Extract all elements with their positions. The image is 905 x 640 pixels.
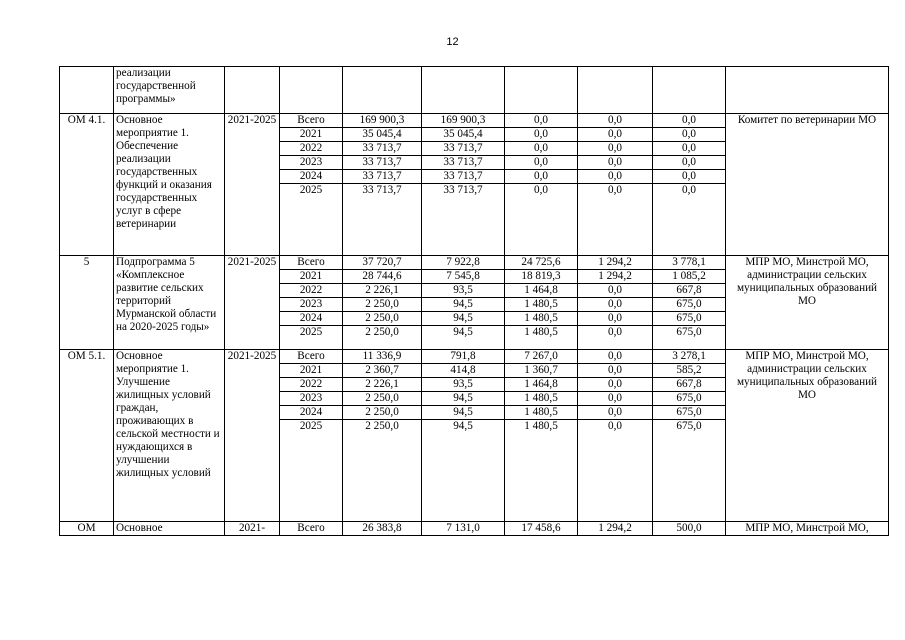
cell-year: 2022: [280, 284, 343, 298]
cell-value: 33 713,7: [343, 170, 422, 184]
cell-value: 94,5: [422, 406, 505, 420]
cell-responsible: МПР МО, Минстрой МО,: [726, 522, 889, 536]
cell-value: 2 226,1: [343, 284, 422, 298]
cell-year: 2023: [280, 298, 343, 312]
cell-value: 37 720,7: [343, 256, 422, 270]
page-number: 12: [446, 36, 459, 48]
cell-value: 0,0: [578, 114, 653, 128]
cell-value: 35 045,4: [343, 128, 422, 142]
cell-year: 2021: [280, 270, 343, 284]
cell-value: 0,0: [653, 114, 726, 128]
cell-value: 2 250,0: [343, 420, 422, 522]
cell-period: 2021-2025: [225, 350, 280, 522]
cell-value: [280, 67, 343, 114]
table-row: [60, 256, 889, 270]
cell-value: 0,0: [578, 170, 653, 184]
cell-value: 2 250,0: [343, 312, 422, 326]
cell-value: 26 383,8: [343, 522, 422, 536]
cell-value: 675,0: [653, 392, 726, 406]
cell-value: 0,0: [653, 184, 726, 256]
cell-value: 93,5: [422, 284, 505, 298]
cell-value: 169 900,3: [343, 114, 422, 128]
cell-value: 0,0: [578, 184, 653, 256]
table-row: [60, 67, 889, 114]
cell-value: 0,0: [578, 378, 653, 392]
cell-value: 3 778,1: [653, 256, 726, 270]
cell-value: 93,5: [422, 378, 505, 392]
cell-value: 0,0: [505, 114, 578, 128]
cell-year: 2023: [280, 392, 343, 406]
cell-value: 7 922,8: [422, 256, 505, 270]
cell-value: 0,0: [653, 128, 726, 142]
cell-value: 0,0: [578, 312, 653, 326]
cell-value: 33 713,7: [343, 142, 422, 156]
cell-value: 1 360,7: [505, 364, 578, 378]
cell-id: [60, 67, 114, 114]
cell-name: Основное: [114, 522, 225, 536]
cell-value: 33 713,7: [343, 156, 422, 170]
cell-value: 0,0: [578, 128, 653, 142]
cell-value: 33 713,7: [422, 184, 505, 256]
cell-id: ОМ: [60, 522, 114, 536]
table-row: [60, 522, 889, 536]
cell-value: [505, 67, 578, 114]
budget-table-body: [60, 67, 889, 536]
cell-value: 0,0: [505, 170, 578, 184]
cell-value: 7 545,8: [422, 270, 505, 284]
cell-value: 675,0: [653, 326, 726, 350]
cell-value: 2 250,0: [343, 392, 422, 406]
cell-year: 2024: [280, 170, 343, 184]
cell-value: 1 480,5: [505, 392, 578, 406]
cell-value: 667,8: [653, 378, 726, 392]
cell-value: 0,0: [505, 184, 578, 256]
cell-value: 33 713,7: [422, 142, 505, 156]
cell-value: 24 725,6: [505, 256, 578, 270]
cell-value: 1 294,2: [578, 256, 653, 270]
cell-value: 0,0: [578, 142, 653, 156]
cell-name: Подпрограмма 5 «Комплексное развитие сельских территорий Мурманской области на 2020-2025 годы»: [114, 256, 225, 350]
cell-value: 791,8: [422, 350, 505, 364]
cell-value: 675,0: [653, 420, 726, 522]
cell-value: [653, 67, 726, 114]
cell-year: Всего: [280, 114, 343, 128]
cell-value: 35 045,4: [422, 128, 505, 142]
cell-value: 0,0: [578, 364, 653, 378]
cell-value: 7 131,0: [422, 522, 505, 536]
cell-value: 3 278,1: [653, 350, 726, 364]
cell-year: 2024: [280, 406, 343, 420]
cell-value: 675,0: [653, 312, 726, 326]
cell-year: 2024: [280, 312, 343, 326]
cell-value: 0,0: [578, 392, 653, 406]
cell-value: 0,0: [578, 406, 653, 420]
cell-id: ОМ 5.1.: [60, 350, 114, 522]
cell-value: 1 480,5: [505, 298, 578, 312]
cell-id: ОМ 4.1.: [60, 114, 114, 256]
cell-year: 2025: [280, 184, 343, 256]
cell-value: 1 464,8: [505, 378, 578, 392]
cell-value: 500,0: [653, 522, 726, 536]
cell-name: реализации государственной программы»: [114, 67, 225, 114]
cell-value: [343, 67, 422, 114]
cell-year: Всего: [280, 522, 343, 536]
cell-id: 5: [60, 256, 114, 350]
cell-value: 0,0: [505, 156, 578, 170]
cell-value: 17 458,6: [505, 522, 578, 536]
table-row: [60, 350, 889, 364]
cell-value: 0,0: [653, 170, 726, 184]
cell-value: 1 294,2: [578, 522, 653, 536]
cell-value: 94,5: [422, 312, 505, 326]
cell-value: 2 250,0: [343, 326, 422, 350]
cell-value: 2 250,0: [343, 298, 422, 312]
cell-value: 33 713,7: [343, 184, 422, 256]
cell-responsible: [726, 67, 889, 114]
cell-year: 2025: [280, 420, 343, 522]
cell-value: 94,5: [422, 392, 505, 406]
cell-value: 1 464,8: [505, 284, 578, 298]
cell-period: [225, 67, 280, 114]
cell-value: 1 480,5: [505, 312, 578, 326]
cell-year: Всего: [280, 350, 343, 364]
cell-value: 585,2: [653, 364, 726, 378]
cell-year: Всего: [280, 256, 343, 270]
cell-value: 0,0: [578, 350, 653, 364]
cell-value: 0,0: [505, 142, 578, 156]
cell-value: 2 250,0: [343, 406, 422, 420]
cell-period: 2021-2025: [225, 256, 280, 350]
cell-value: 0,0: [578, 326, 653, 350]
cell-value: 18 819,3: [505, 270, 578, 284]
cell-responsible: МПР МО, Минстрой МО, администрации сельских муниципальных образований МО: [726, 256, 889, 350]
table-row: [60, 114, 889, 128]
cell-value: 1 480,5: [505, 406, 578, 420]
cell-value: 2 226,1: [343, 378, 422, 392]
cell-year: 2021: [280, 364, 343, 378]
cell-value: 0,0: [578, 420, 653, 522]
cell-value: 0,0: [653, 142, 726, 156]
cell-value: [422, 67, 505, 114]
cell-name: Основное мероприятие 1. Обеспечение реализации государственных функций и оказания государственных услуг в сфере ветеринарии: [114, 114, 225, 256]
cell-value: 2 360,7: [343, 364, 422, 378]
cell-value: 414,8: [422, 364, 505, 378]
cell-year: 2021: [280, 128, 343, 142]
cell-value: 0,0: [578, 298, 653, 312]
cell-value: 0,0: [578, 284, 653, 298]
cell-value: 0,0: [653, 156, 726, 170]
cell-responsible: Комитет по ветеринарии МО: [726, 114, 889, 256]
cell-value: 28 744,6: [343, 270, 422, 284]
cell-value: 675,0: [653, 406, 726, 420]
cell-year: 2022: [280, 142, 343, 156]
cell-value: 1 480,5: [505, 420, 578, 522]
cell-year: 2023: [280, 156, 343, 170]
cell-responsible: МПР МО, Минстрой МО, администрации сельских муниципальных образований МО: [726, 350, 889, 522]
cell-name: Основное мероприятие 1. Улучшение жилищных условий граждан, проживающих в сельской местности и нуждающихся в улучшении жилищных условий: [114, 350, 225, 522]
cell-value: 94,5: [422, 420, 505, 522]
cell-value: 33 713,7: [422, 170, 505, 184]
cell-value: 0,0: [505, 128, 578, 142]
cell-value: 1 085,2: [653, 270, 726, 284]
cell-value: 11 336,9: [343, 350, 422, 364]
cell-year: 2022: [280, 378, 343, 392]
cell-value: 667,8: [653, 284, 726, 298]
cell-value: 675,0: [653, 298, 726, 312]
cell-value: 33 713,7: [422, 156, 505, 170]
cell-value: 1 480,5: [505, 326, 578, 350]
cell-value: 94,5: [422, 298, 505, 312]
cell-value: 7 267,0: [505, 350, 578, 364]
budget-table: [59, 66, 889, 536]
cell-year: 2025: [280, 326, 343, 350]
cell-period: 2021-2025: [225, 114, 280, 256]
cell-value: 0,0: [578, 156, 653, 170]
cell-period: 2021-: [225, 522, 280, 536]
cell-value: [578, 67, 653, 114]
cell-value: 94,5: [422, 326, 505, 350]
cell-value: 169 900,3: [422, 114, 505, 128]
cell-value: 1 294,2: [578, 270, 653, 284]
